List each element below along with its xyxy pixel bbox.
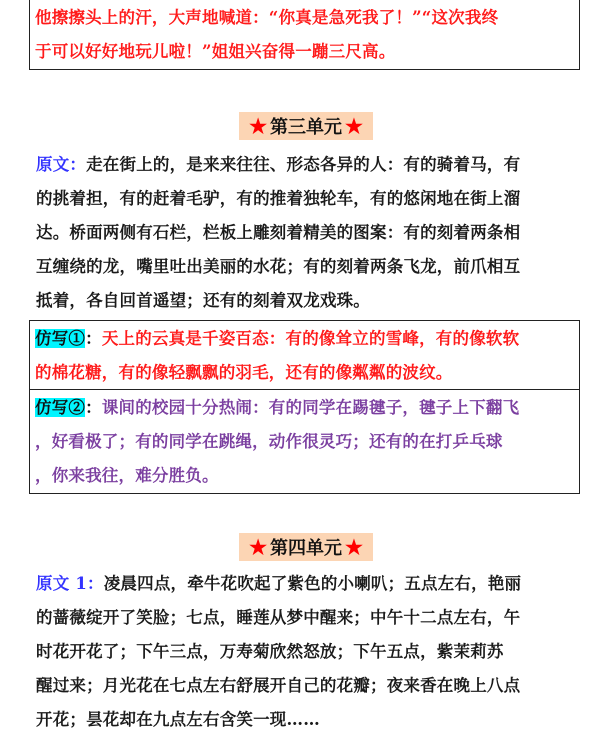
star-icon: ★ <box>249 535 267 559</box>
text-line: 的棉花糖，有的像轻飘飘的羽毛，还有的像粼粼的波纹。 <box>35 363 453 382</box>
unit4-heading <box>239 533 373 561</box>
text-line: 达。桥面两侧有石栏，栏板上雕刻着精美的图案：有的刻着两条相 <box>36 223 521 242</box>
text-line: 凌晨四点，牵牛花吹起了紫色的小喇叭；五点左右，艳丽 <box>103 574 522 593</box>
text-line: 走在街上的，是来来往往、形态各异的人：有的骑着马，有 <box>86 155 521 174</box>
imitation2-label: 仿写② <box>35 398 86 417</box>
imitation1-label: 仿写① <box>35 329 86 348</box>
text-line: 他擦擦头上的汗，大声地喊道：“你真是急死我了！”“这次我终 <box>35 8 499 27</box>
text-line: 的挑着担，有的赶着毛驴，有的推着独轮车，有的悠闲地在街上溜 <box>36 189 521 208</box>
star-icon: ★ <box>249 114 267 138</box>
original-label: 原文 1： <box>36 574 104 593</box>
unit4-title: 第四单元 <box>270 538 342 559</box>
text-line: 醒过来；月光花在七点左右舒展开自己的花瓣；夜来香在晚上八点 <box>36 676 521 695</box>
unit3-heading <box>239 112 373 140</box>
unit3-original-paragraph <box>36 148 586 318</box>
text-line: 开花；昙花却在九点左右含笑一现…… <box>36 710 320 729</box>
text-line: 互缠绕的龙，嘴里吐出美丽的水花；有的刻着两条飞龙，前爪相互 <box>36 257 521 276</box>
label-colon: ： <box>85 329 102 348</box>
imitation1-box <box>29 320 580 390</box>
text-line: 天上的云真是千姿百态：有的像耸立的雪峰，有的像软软 <box>101 329 520 348</box>
previous-imitation-box <box>29 0 580 70</box>
text-line: ，好看极了；有的同学在跳绳，动作很灵巧；还有的在打乒乓球 <box>35 432 503 451</box>
text-line: 于可以好好地玩儿啦！”姐姐兴奋得一蹦三尺高。 <box>35 42 396 61</box>
unit3-title: 第三单元 <box>270 117 342 138</box>
text-line: 的蔷薇绽开了笑脸；七点，睡莲从梦中醒来；中午十二点左右，午 <box>36 608 521 627</box>
original-label: 原文： <box>36 155 87 174</box>
text-line: 课间的校园十分热闹：有的同学在踢毽子，毽子上下翻飞 <box>101 398 520 417</box>
text-line: 时花开花了；下午三点，万寿菊欣然怒放；下午五点，紫茉莉苏 <box>36 642 504 661</box>
imitation2-box <box>29 389 580 494</box>
unit4-original1-paragraph <box>36 567 586 737</box>
star-icon: ★ <box>345 535 363 559</box>
text-line: 抵着，各自回首遥望；还有的刻着双龙戏珠。 <box>36 291 370 310</box>
text-line: ，你来我往，难分胜负。 <box>35 466 219 485</box>
star-icon: ★ <box>345 114 363 138</box>
label-colon: ： <box>85 398 102 417</box>
